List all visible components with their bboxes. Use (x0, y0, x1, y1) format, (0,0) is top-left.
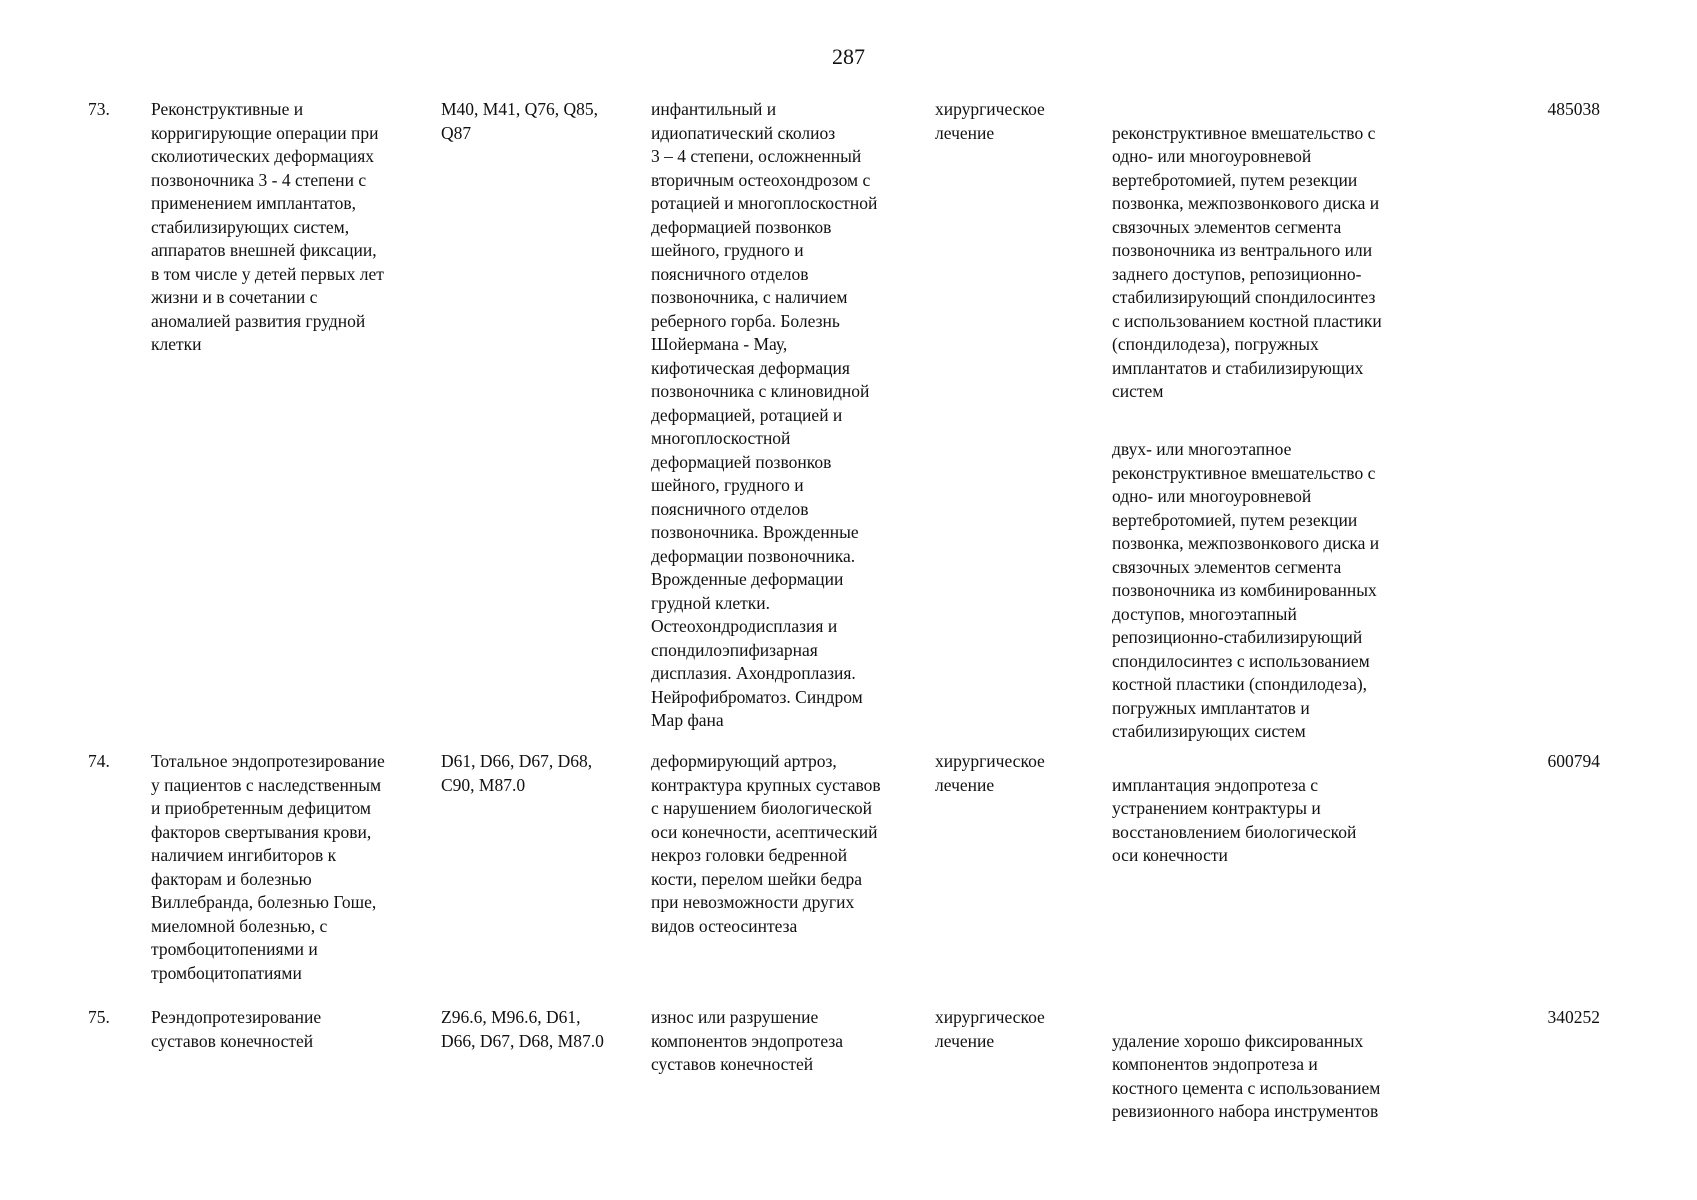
treatment-methods (1112, 1006, 1442, 1147)
procedure-name: Реконструктивные и корригирующие операции при сколиотических деформациях позвоночника 3 - 4 степени с применением имплантатов, стабилизирующих систем, аппаратов внешней фиксации, в том числе у детей первых лет жизни и в сочетании с аномалией развития грудной клетки (151, 99, 384, 354)
treatment-type: хирургическое лечение (935, 751, 1045, 795)
row-number: 73. (88, 99, 110, 119)
patient-model: инфантильный и идиопатический сколиоз 3 – 4 степени, осложненный вторичным остеохондрозом с ротацией и многоплоскостной деформацией позвонков шейного, грудного и поясничного отделов позвоночника, с наличием реберного горба. Болезнь Шойермана - Мау, кифотическая деформация позвоночника с клиновидной деформацией, ротацией и многоплоскостной деформацией позвонков шейного, грудного и поясничного отделов позвоночника. Врожденные деформации позвоночника. Врожденные деформации грудной клетки. Остеохондродисплазия и спондилоэпифизарная дисплазия. Ахондроплазия. Нейрофиброматоз. Синдром Мар фана (651, 99, 878, 730)
treatment-method: двух- или многоэтапное реконструктивное вмешательство с одно- или многоуровневой вертебротомией, путем резекции позвонка, межпозвонкового диска и связочных элементов сегмента позвоночника из комбинированных доступов, многоэтапный репозиционно-стабилизирующий спондилосинтез с использованием костной пластики (спондилодеза), погружных имплантатов и стабилизирующих систем (1112, 439, 1380, 741)
patient-model: деформирующий артроз, контрактура крупных суставов с нарушением биологической оси конечности, асептический некроз головки бедренной кости, перелом шейки бедра при невозможности других видов остеосинтеза (651, 751, 881, 936)
patient-model: износ или разрушение компонентов эндопротеза суставов конечностей (651, 1007, 843, 1074)
treatment-methods (1112, 750, 1442, 891)
icd-codes: M40, M41, Q76, Q85, Q87 (441, 99, 599, 143)
treatment-type: хирургическое лечение (935, 99, 1045, 143)
icd-codes: Z96.6, M96.6, D61, D66, D67, D68, M87.0 (441, 1007, 604, 1051)
procedure-name: Тотальное эндопротезирование у пациентов с наследственным и приобретенным дефицитом факторов свертывания крови, наличием ингибиторов к факторам и болезнью Виллебранда, болезнью Гоше, миеломной болезнью, с тромбоцитопениями и тромбоцитопатиями (151, 751, 385, 983)
treatment-method: имплантация эндопротеза с устранением контрактуры и восстановлением биологической оси конечности (1112, 774, 1357, 865)
row-number: 74. (88, 751, 110, 771)
treatment-method: реконструктивное вмешательство с одно- или многоуровневой вертебротомией, путем резекции позвонка, межпозвонкового диска и связочных элементов сегмента позвоночника из вентрального или заднего доступов, репозиционно- стабилизирующий спондилосинтез с использованием костной пластики (спондилодеза), погружных имплантатов и стабилизирующих систем (1112, 122, 1382, 401)
treatment-type: хирургическое лечение (935, 1007, 1045, 1051)
row-number: 75. (88, 1007, 110, 1027)
treatment-methods (1112, 98, 1442, 767)
procedure-name: Реэндопротезирование суставов конечностей (151, 1007, 322, 1051)
treatment-method: удаление хорошо фиксированных компонентов эндопротеза и костного цемента с использованием ревизионного набора инструментов (1112, 1030, 1381, 1121)
cost-value: 485038 (1547, 99, 1600, 119)
page-number: 287 (832, 44, 865, 69)
cost-value: 340252 (1547, 1007, 1600, 1027)
icd-codes: D61, D66, D67, D68, C90, M87.0 (441, 751, 593, 795)
cost-value: 600794 (1547, 751, 1600, 771)
